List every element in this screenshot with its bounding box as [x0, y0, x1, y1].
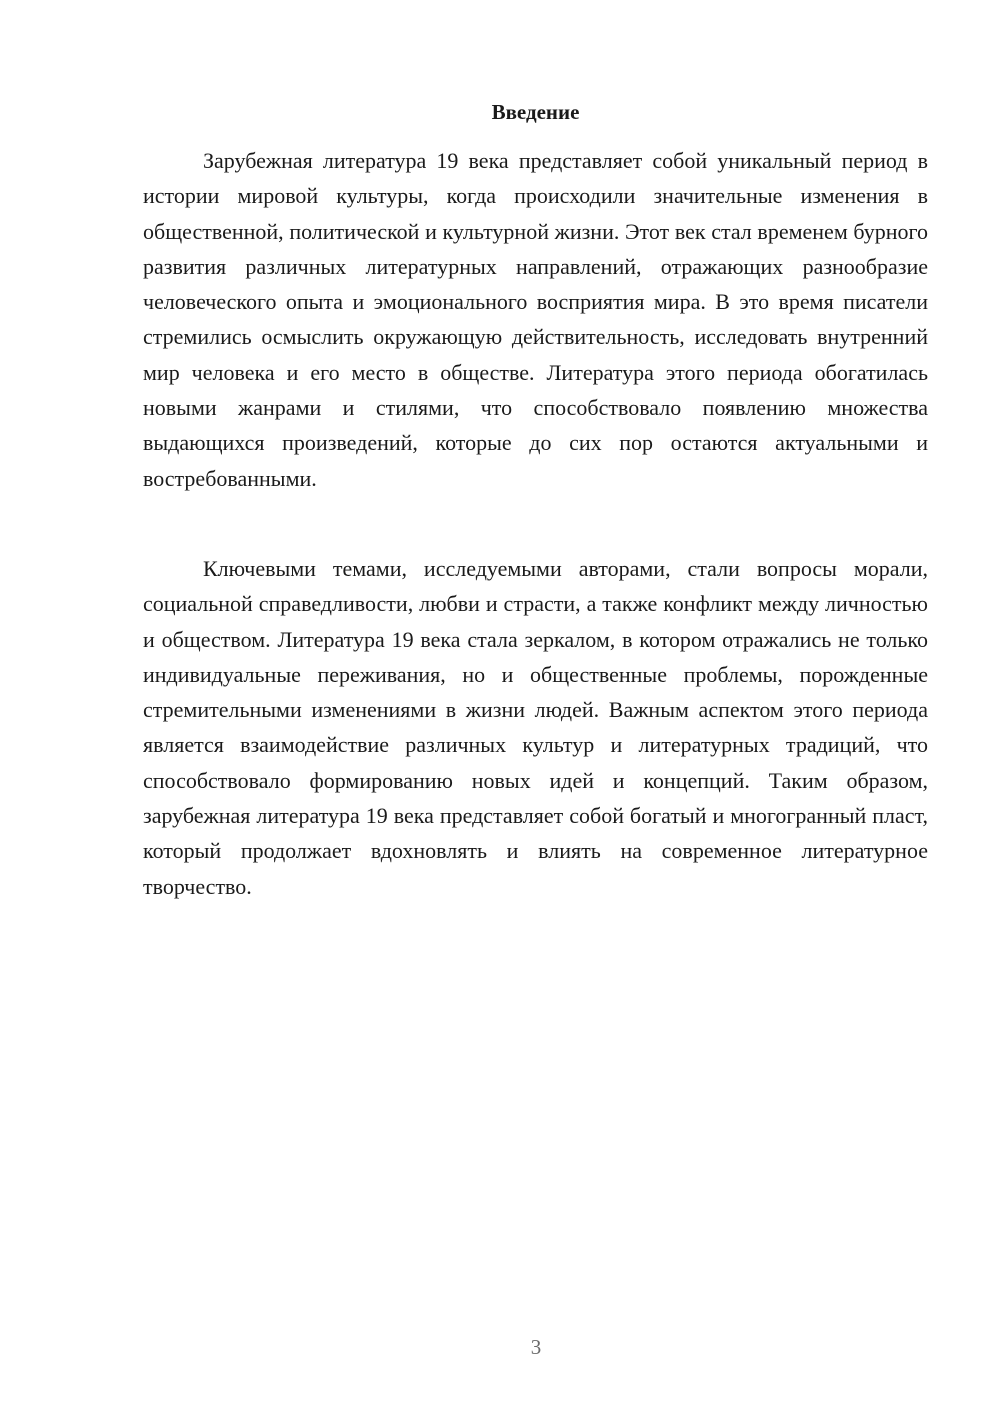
section-heading: Введение — [491, 100, 580, 124]
page-number: 3 — [530, 1335, 542, 1359]
paragraph-1: Зарубежная литература 19 века представляет собой уникальный период в истории мировой культуры, когда происходили значительные изменения в общественной, политической и культурной жизни. Этот век стал временем бурного развития различных литературных направлений, отражающих разнообразие человеческого опыта и эмоционального восприятия мира. В это время писатели стремились осмыслить окружающую действительность, исследовать внутренний мир человека и его место в обществе. Литература этого периода обогатилась новыми жанрами и стилями, что способствовало появлению множества выдающихся произведений, которые до сих пор остаются актуальными и востребованными. — [143, 148, 928, 491]
paragraph-2: Ключевыми темами, исследуемыми авторами, стали вопросы морали, социальной справедливости, любви и страсти, а также конфликт между личностью и обществом. Литература 19 века стала зеркалом, в котором отражались не только индивидуальные переживания, но и общественные проблемы, порожденные стремительными изменениями в жизни людей. Важным аспектом этого периода является взаимодействие различных культур и литературных традиций, что способствовало формированию новых идей и концепций. Таким образом, зарубежная литература 19 века представляет собой богатый и многогранный пласт, который продолжает вдохновлять и влиять на современное литературное творчество. — [143, 556, 928, 899]
